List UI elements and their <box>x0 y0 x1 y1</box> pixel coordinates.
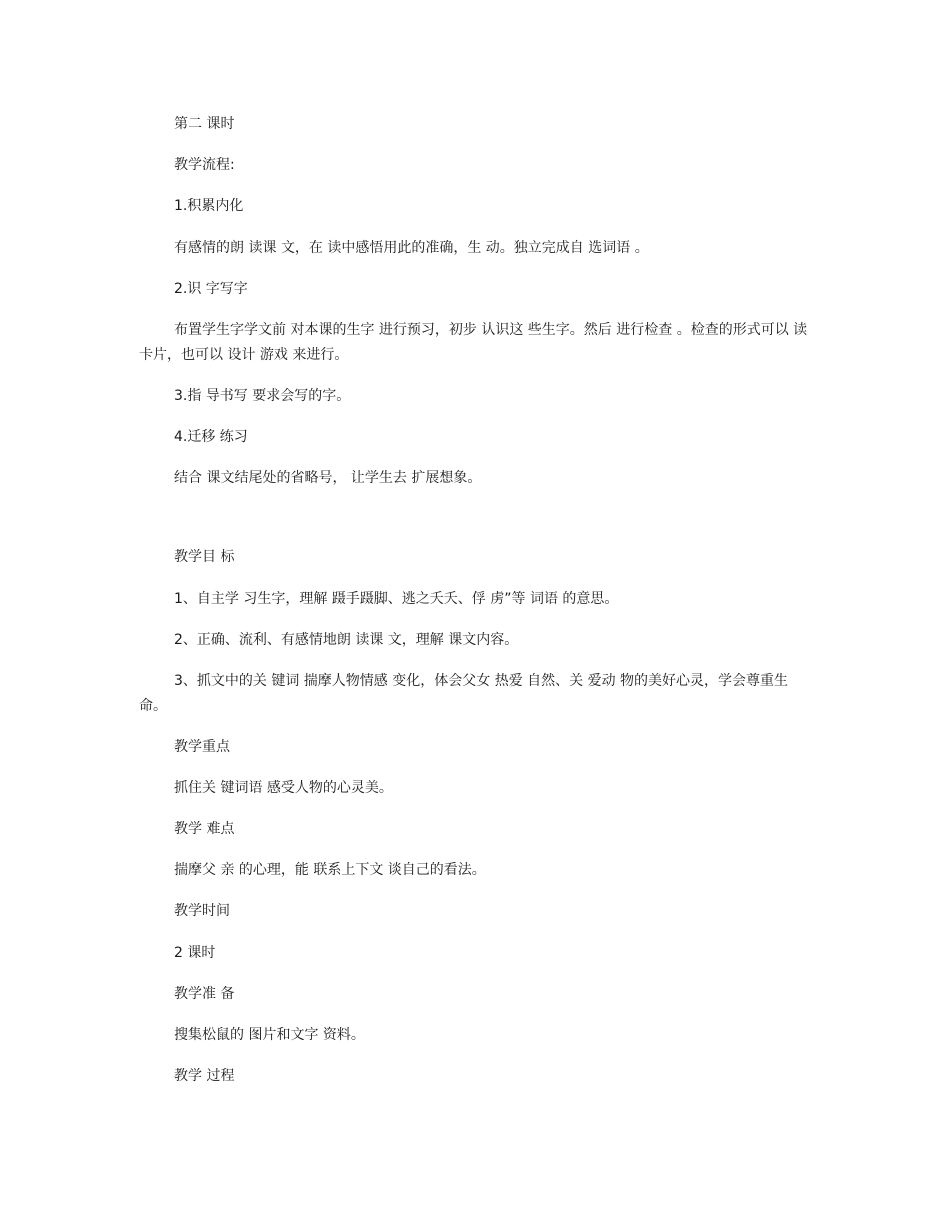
teaching-goals-heading: 教学目 标 <box>174 549 235 565</box>
key-points-text: 抓住关 键词语 感受人物的心灵美。 <box>174 780 393 796</box>
step-2-text: 布置学生字学文前 对本课的生字 进行预习，初步 认识这 些生字。然后 进行检查 。检查的形式可以 读卡片，也可以 设计 游戏 来进行。 <box>139 322 808 363</box>
teaching-flow-heading: 教学流程: <box>174 157 235 173</box>
teaching-time-text: 2 课时 <box>174 945 216 961</box>
goal-1-text: 1、自主学 习生字，理解 蹑手蹑脚、逃之夭夭、俘 虏”等 词语 的意思。 <box>174 591 619 607</box>
preparation-heading: 教学准 备 <box>174 986 235 1002</box>
step-2-heading: 2.识 字写字 <box>174 281 248 297</box>
key-points-heading: 教学重点 <box>174 739 230 755</box>
step-4-text: 结合 课文结尾处的省略号， 让学生去 扩展想象。 <box>174 470 482 486</box>
preparation-text: 搜集松鼠的 图片和文字 资料。 <box>174 1027 365 1043</box>
step-4-heading: 4.迁移 练习 <box>174 429 248 445</box>
teaching-process-heading: 教学 过程 <box>174 1068 235 1084</box>
goal-3-text: 3、抓文中的关 键词 揣摩人物情感 变化，体会父女 热爱 自然、关 爱动 物的美好心灵，学会尊重生命。 <box>139 673 789 714</box>
step-3-heading: 3.指 导书写 要求会写的字。 <box>174 388 351 404</box>
lesson-session-heading: 第二 课时 <box>174 116 235 132</box>
difficulties-heading: 教学 难点 <box>174 821 235 837</box>
teaching-time-heading: 教学时间 <box>174 903 230 919</box>
goal-2-text: 2、正确、流利、有感情地朗 读课 文，理解 课文内容。 <box>174 632 519 648</box>
step-1-text: 有感情的朗 读课 文，在 读中感悟用此的准确，生 动。独立完成自 选词语 。 <box>174 240 649 256</box>
step-1-heading: 1.积累内化 <box>174 198 244 214</box>
difficulties-text: 揣摩父 亲 的心理，能 联系上下文 谈自己的看法。 <box>174 862 486 878</box>
